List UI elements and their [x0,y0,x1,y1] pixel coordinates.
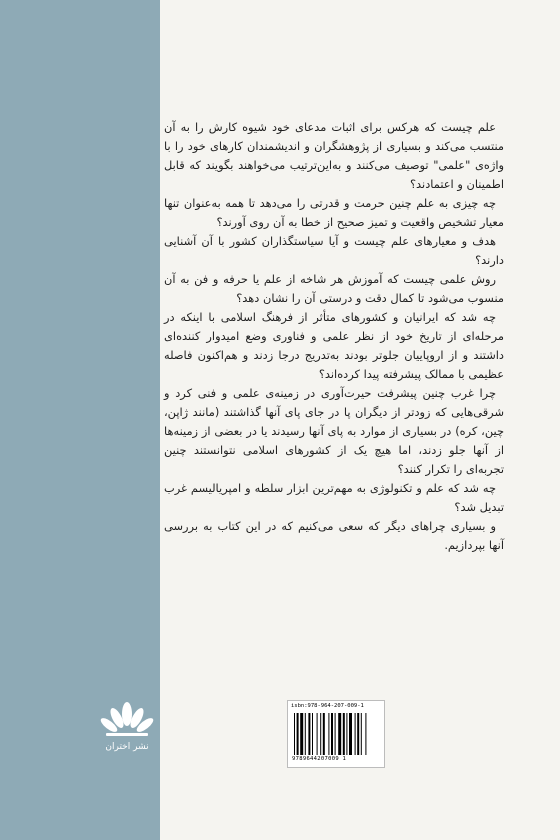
blurb-paragraph: و بسیاری چراهای دیگر که سعی می‌کنیم که در این کتاب به بررسی آنها بپردازیم. [164,519,504,552]
blurb-paragraph: چه شد که علم و تکنولوژی به مهم‌ترین ابزار سلطه و امپریالیسم غرب تبدیل شد؟ [164,481,504,514]
isbn-barcode [287,700,385,768]
barcode-number: 9789644207009 1 [292,756,347,762]
blurb-text [164,118,504,555]
blurb-paragraph: روش علمی چیست که آموزش هر شاخه از علم یا حرفه و فن به آن منسوب می‌شود تا کمال دقت و درستی آن را نشان دهد؟ [164,272,504,305]
blurb-paragraph: علم چیست که هرکس برای اثبات مدعای خود شیوه کارش را به آن منتسب می‌کند و بسیاری از پژوهشگران و اندیشمندان کارهای خود را با واژه‌ی "علمی" توصیف می‌کنند و به‌این‌ترتیب می‌خواهند بگویند که قابل اطمینان و اعتمادند؟ [164,120,504,191]
flower-icon [98,700,156,742]
blurb-paragraph: چه شد که ایرانیان و کشورهای متأثر از فرهنگ اسلامی با اینکه در مرحله‌ای از تاریخ خود از نظر علمی و فناوری وضع امیدوار کننده‌ای داشتند و از اروپاییان جلوتر بودند به‌تدریج درجا زدند و هم‌اکنون فاصله عظیمی با ممالک پیشرفته پیدا کرده‌اند؟ [164,310,504,381]
blurb-paragraph: چرا غرب چنین پیشرفت حیرت‌آوری در زمینه‌ی علمی و فنی کرد و شرقی‌هایی که زودتر از دیگران پا در جای پای آنها گذاشتند (مانند ژاپن، چین، کره) در بسیاری از موارد به پای آنها رسیدند یا در بعضی از زمینه‌ها از آنها جلو زدند، اما هیچ یک از کشورهای اسلامی نتوانستند چنین تجربه‌ای را تکرار کنند؟ [164,386,504,476]
publisher-name: نشر اختران [105,742,149,752]
isbn-label: isbn:978-964-207-009-1 [291,703,364,709]
blurb-paragraph: چه چیزی به علم چنین حرمت و قدرتی را می‌دهد تا همه به‌عنوان تنها معیار تشخیص واقعیت و تمیز صحیح از خطا به آن روی آورند؟ [164,196,504,229]
barcode-icon [293,713,379,755]
blurb-paragraph: هدف و معیارهای علم چیست و آیا سیاستگذاران کشور با آن آشنایی دارند؟ [164,234,504,267]
